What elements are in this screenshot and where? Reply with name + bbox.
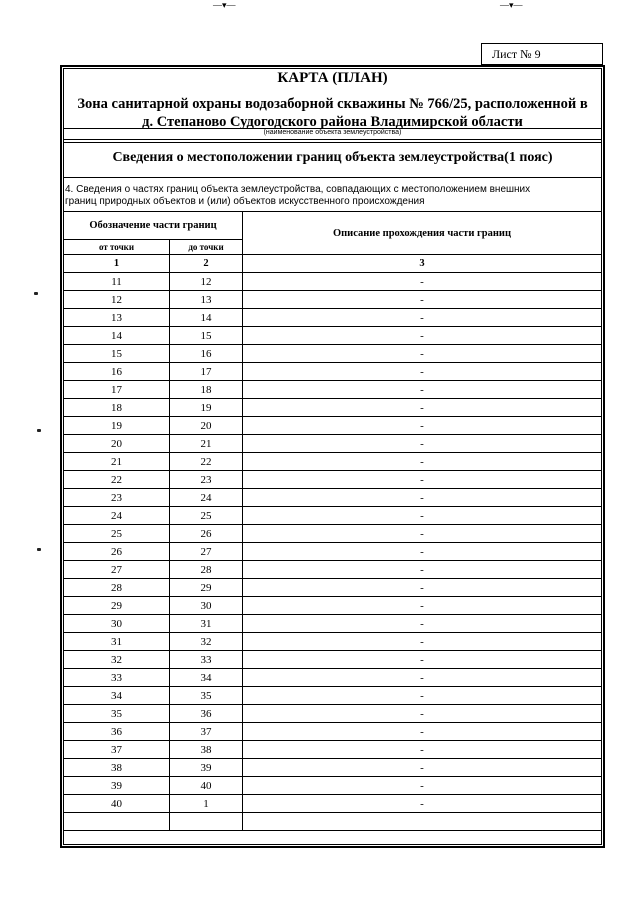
to-point-cell: 18: [170, 381, 243, 399]
table-row: [64, 309, 602, 327]
table-row: [64, 615, 602, 633]
to-point-cell: 20: [170, 417, 243, 435]
map-title: КАРТА (ПЛАН): [277, 70, 388, 86]
table-row: [64, 381, 602, 399]
to-point-cell: 31: [170, 615, 243, 633]
description-cell: -: [243, 507, 602, 525]
to-point-cell: 13: [170, 291, 243, 309]
table-row: [64, 417, 602, 435]
table-row: [64, 705, 602, 723]
description-cell: -: [243, 543, 602, 561]
boundary-table: [63, 211, 602, 831]
part-description: [65, 184, 595, 208]
table-row: [64, 453, 602, 471]
to-point-cell: 21: [170, 435, 243, 453]
table-row: [64, 525, 602, 543]
table-row: [64, 795, 602, 813]
description-cell: -: [243, 633, 602, 651]
table-row: [64, 633, 602, 651]
table-row: [64, 507, 602, 525]
table-row: [64, 777, 602, 795]
description-cell: -: [243, 525, 602, 543]
from-point-cell: 21: [64, 453, 170, 471]
column-number: 2: [170, 255, 243, 273]
sheet-number: Лист № 9: [481, 43, 603, 65]
object-title-line1: Зона санитарной охраны водозаборной скважины № 766/25, расположенной в: [77, 96, 588, 112]
description-cell: -: [243, 435, 602, 453]
description-cell: -: [243, 777, 602, 795]
part-description-line2: границ природных объектов и (или) объектов искусственного происхождения: [65, 196, 425, 207]
description-cell: -: [243, 687, 602, 705]
to-point-cell: 34: [170, 669, 243, 687]
to-point-cell: 19: [170, 399, 243, 417]
to-point-cell: 16: [170, 345, 243, 363]
to-point-cell: 32: [170, 633, 243, 651]
from-point-cell: 40: [64, 795, 170, 813]
to-point-cell: 15: [170, 327, 243, 345]
to-point-cell: 12: [170, 273, 243, 291]
description-cell: -: [243, 741, 602, 759]
from-point-cell: 30: [64, 615, 170, 633]
from-point-cell: 28: [64, 579, 170, 597]
from-point-cell: 17: [64, 381, 170, 399]
from-point-cell: 39: [64, 777, 170, 795]
from-point-cell: 36: [64, 723, 170, 741]
from-point-cell: 24: [64, 507, 170, 525]
table-row: [64, 345, 602, 363]
from-point-cell: 38: [64, 759, 170, 777]
to-point-cell: 26: [170, 525, 243, 543]
table-row: [64, 543, 602, 561]
from-point-cell: 23: [64, 489, 170, 507]
description-cell: -: [243, 399, 602, 417]
description-cell: -: [243, 363, 602, 381]
description-cell: -: [243, 453, 602, 471]
to-point-cell: 39: [170, 759, 243, 777]
empty-cell: [243, 813, 602, 831]
header-group: Обозначение части границ: [64, 212, 243, 240]
description-cell: -: [243, 417, 602, 435]
to-point-cell: 40: [170, 777, 243, 795]
description-cell: -: [243, 489, 602, 507]
object-title: [63, 95, 602, 131]
to-point-cell: 27: [170, 543, 243, 561]
description-cell: -: [243, 597, 602, 615]
from-point-cell: 20: [64, 435, 170, 453]
description-cell: -: [243, 327, 602, 345]
table-row: [64, 291, 602, 309]
from-point-cell: 31: [64, 633, 170, 651]
object-title-line2: д. Степаново Судогодского района Владимирской области: [142, 114, 523, 130]
table-row: [64, 723, 602, 741]
description-cell: -: [243, 795, 602, 813]
to-point-cell: 38: [170, 741, 243, 759]
table-row: [64, 759, 602, 777]
header-from: от точки: [64, 240, 170, 255]
header-description: Описание прохождения части границ: [243, 212, 602, 255]
to-point-cell: 14: [170, 309, 243, 327]
to-point-cell: 37: [170, 723, 243, 741]
section-title: Сведения о местоположении границ объекта землеустройства(1 пояс): [112, 150, 553, 165]
empty-row: [64, 813, 602, 831]
description-cell: -: [243, 579, 602, 597]
table-row: [64, 741, 602, 759]
from-point-cell: 35: [64, 705, 170, 723]
from-point-cell: 26: [64, 543, 170, 561]
to-point-cell: 22: [170, 453, 243, 471]
divider: [63, 177, 602, 178]
from-point-cell: 15: [64, 345, 170, 363]
description-cell: -: [243, 759, 602, 777]
column-number: 1: [64, 255, 170, 273]
description-cell: -: [243, 471, 602, 489]
to-point-cell: 1: [170, 795, 243, 813]
part-description-line1: 4. Сведения о частях границ объекта землеустройства, совпадающих с местоположением внешних: [65, 184, 531, 195]
table-row: [64, 669, 602, 687]
table-row: [64, 579, 602, 597]
description-cell: -: [243, 291, 602, 309]
to-point-cell: 29: [170, 579, 243, 597]
to-point-cell: 35: [170, 687, 243, 705]
from-point-cell: 29: [64, 597, 170, 615]
table-row: [64, 597, 602, 615]
object-caption: (наименование объекта землеустройства): [263, 129, 402, 136]
table-row: [64, 471, 602, 489]
description-cell: -: [243, 723, 602, 741]
table-row: [64, 489, 602, 507]
to-point-cell: 23: [170, 471, 243, 489]
from-point-cell: 37: [64, 741, 170, 759]
empty-cell: [170, 813, 243, 831]
empty-cell: [64, 813, 170, 831]
description-cell: -: [243, 273, 602, 291]
from-point-cell: 16: [64, 363, 170, 381]
scan-speck: [37, 429, 41, 432]
from-point-cell: 14: [64, 327, 170, 345]
description-cell: -: [243, 651, 602, 669]
divider: [63, 142, 602, 143]
description-cell: -: [243, 705, 602, 723]
description-cell: -: [243, 381, 602, 399]
to-point-cell: 30: [170, 597, 243, 615]
to-point-cell: 17: [170, 363, 243, 381]
scan-speck: [34, 292, 38, 295]
description-cell: -: [243, 561, 602, 579]
to-point-cell: 24: [170, 489, 243, 507]
from-point-cell: 32: [64, 651, 170, 669]
to-point-cell: 25: [170, 507, 243, 525]
column-number: 3: [243, 255, 602, 273]
divider: [63, 139, 602, 140]
from-point-cell: 19: [64, 417, 170, 435]
from-point-cell: 34: [64, 687, 170, 705]
table-row: [64, 651, 602, 669]
from-point-cell: 12: [64, 291, 170, 309]
from-point-cell: 27: [64, 561, 170, 579]
header-to: до точки: [170, 240, 243, 255]
table-row: [64, 435, 602, 453]
table-row: [64, 327, 602, 345]
scan-speck: [37, 548, 41, 551]
table-row: [64, 363, 602, 381]
to-point-cell: 33: [170, 651, 243, 669]
description-cell: -: [243, 669, 602, 687]
from-point-cell: 33: [64, 669, 170, 687]
from-point-cell: 18: [64, 399, 170, 417]
table-row: [64, 561, 602, 579]
from-point-cell: 25: [64, 525, 170, 543]
to-point-cell: 28: [170, 561, 243, 579]
description-cell: -: [243, 309, 602, 327]
to-point-cell: 36: [170, 705, 243, 723]
scan-mark-left: —▾—: [213, 0, 236, 10]
table-row: [64, 687, 602, 705]
description-cell: -: [243, 345, 602, 363]
description-cell: -: [243, 615, 602, 633]
from-point-cell: 11: [64, 273, 170, 291]
from-point-cell: 22: [64, 471, 170, 489]
table-row: [64, 399, 602, 417]
from-point-cell: 13: [64, 309, 170, 327]
scan-mark-right: —▾—: [500, 0, 523, 10]
table-row: [64, 273, 602, 291]
